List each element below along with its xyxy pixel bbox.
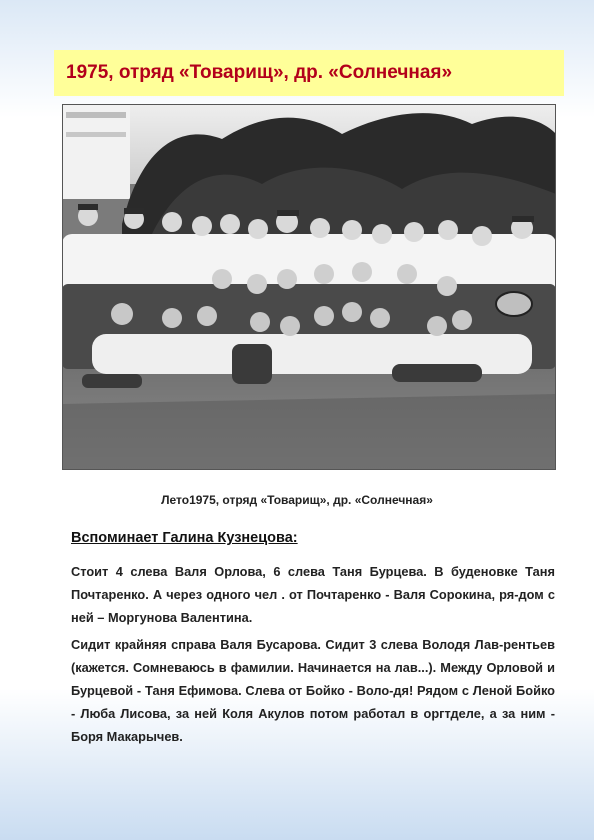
group-photo (62, 104, 556, 470)
photo-caption: Лето1975, отряд «Товарищ», др. «Солнечная» (161, 493, 433, 507)
title-banner (54, 50, 564, 96)
group-photo-illustration (62, 104, 556, 470)
article-paragraph: Сидит крайняя справа Валя Бусарова. Сидит 3 слева Володя Лав-рентьев (кажется. Сомневаюсь в фамилии. Начинается на лав...). Между Орловой и Бурцевой - Таня Ефимова. Слева от Бойко - Воло-дя! Рядом с Леной Бойко - Люба Лисова, за ней Коля Акулов потом работал в оргтделе, а за ним - Боря Макарычев. (71, 637, 555, 744)
article-heading: Вспоминает Галина Кузнецова: (71, 530, 298, 546)
article-paragraph: Стоит 4 слева Валя Орлова, 6 слева Таня Бурцева. В буденовке Таня Почтаренко. А через одного чел . от Почтаренко - Валя Сорокина, ря-дом с ней – Моргунова Валентина. (71, 564, 555, 625)
page-title: 1975, отряд «Товарищ», др. «Солнечная» (66, 62, 453, 83)
